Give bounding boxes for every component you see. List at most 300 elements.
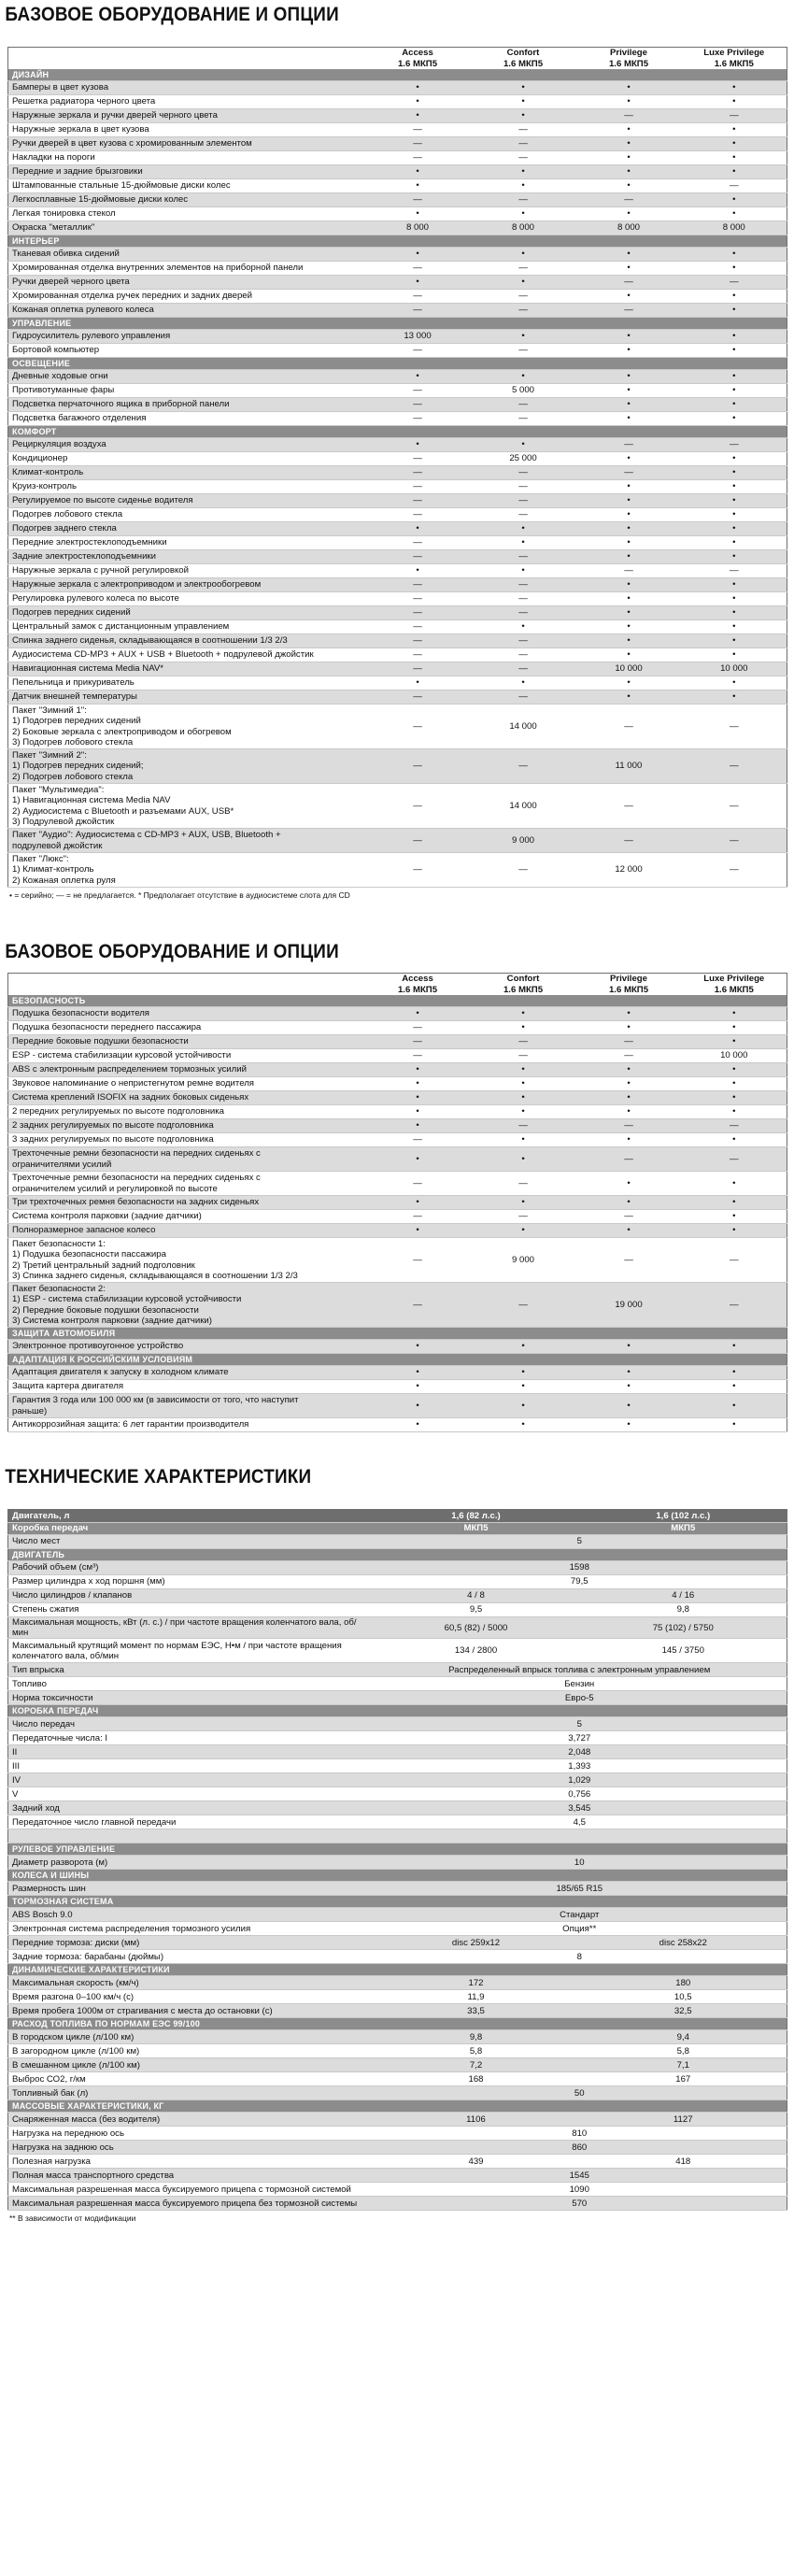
row-label: 2 передних регулируемых по высоте подголовника	[8, 1105, 365, 1119]
row-label: Размер цилиндра х ход поршня (мм)	[8, 1575, 373, 1589]
row-value-102: 32,5	[580, 2004, 787, 2018]
row-value-102: 9,8	[580, 1603, 787, 1617]
row-value-4: —	[682, 784, 787, 829]
row-label: II	[8, 1745, 373, 1759]
row-value-4: —	[682, 1119, 787, 1133]
row-value-4: •	[682, 508, 787, 522]
row-value-1: •	[365, 1105, 471, 1119]
row-label: Полная масса транспортного средства	[8, 2169, 373, 2183]
row-value-102: 5,8	[580, 2044, 787, 2058]
row-value-4: •	[682, 1210, 787, 1224]
row-value-3: •	[576, 606, 682, 620]
row-value-1: •	[365, 1418, 471, 1432]
row-value-2: 8 000	[471, 221, 576, 235]
row-value-3: •	[576, 262, 682, 276]
row-value-4: —	[682, 109, 787, 123]
row-label: Нагрузка на переднюю ось	[8, 2127, 373, 2141]
row-label: Система контроля парковки (задние датчики)	[8, 1210, 365, 1224]
row-value-shared: 3,727	[373, 1731, 787, 1745]
row-value-1: •	[365, 276, 471, 290]
row-label: Защита картера двигателя	[8, 1380, 365, 1394]
row-label: Система креплений ISOFIX на задних боковых сиденьях	[8, 1091, 365, 1105]
row-label: 3 задних регулируемых по высоте подголовника	[8, 1133, 365, 1147]
table-row	[8, 109, 787, 123]
table-row	[8, 412, 787, 426]
row-value-1: —	[365, 690, 471, 704]
table-row	[8, 508, 787, 522]
row-label: Навигационная система Media NAV*	[8, 662, 365, 676]
row-value-82: 33,5	[373, 2004, 580, 2018]
row-label: Нагрузка на заднюю ось	[8, 2141, 373, 2155]
row-value-4: •	[682, 95, 787, 109]
row-label: Спинка заднего сиденья, складывающаяся в соотношении 1/3 2/3	[8, 634, 365, 648]
row-value-3: 8 000	[576, 221, 682, 235]
row-value-4: 8 000	[682, 221, 787, 235]
row-value-shared: 185/65 R15	[373, 1882, 787, 1896]
row-value-1: •	[365, 1077, 471, 1091]
table-row	[8, 179, 787, 193]
row-value-3: —	[576, 829, 682, 853]
row-label: В смешанном цикле (л/100 км)	[8, 2058, 373, 2072]
row-value-4: —	[682, 564, 787, 578]
section1-title: БАЗОВОЕ ОБОРУДОВАНИЕ И ОПЦИИ	[5, 4, 339, 25]
row-label: Подушка безопасности переднего пассажира	[8, 1021, 365, 1035]
table-row	[8, 1801, 787, 1815]
row-value-3: •	[576, 1091, 682, 1105]
group-title: УПРАВЛЕНИЕ	[8, 318, 787, 330]
table-row	[8, 2086, 787, 2100]
table-row	[8, 784, 787, 829]
row-value-1: •	[365, 1091, 471, 1105]
row-value-3: —	[576, 1210, 682, 1224]
row-value-3: •	[576, 179, 682, 193]
row-value-4: •	[682, 1224, 787, 1238]
group-header	[8, 1870, 787, 1882]
row-label: Наружные зеркала в цвет кузова	[8, 123, 365, 137]
row-value-1: •	[365, 676, 471, 690]
row-label: Задние электростеклоподъемники	[8, 550, 365, 564]
row-value-1: 8 000	[365, 221, 471, 235]
row-value-shared: 570	[373, 2197, 787, 2211]
section3-title: ТЕХНИЧЕСКИЕ ХАРАКТЕРИСТИКИ	[5, 1466, 312, 1487]
row-value-4: •	[682, 634, 787, 648]
column-header-1: Access 1.6 МКП5	[365, 48, 471, 70]
row-value-1: •	[365, 1196, 471, 1210]
row-value-4: •	[682, 330, 787, 344]
row-value-shared: 4,5	[373, 1815, 787, 1829]
group-title: КОЛЕСА И ШИНЫ	[8, 1870, 787, 1882]
row-label: Аудиосистема CD-MP3 + AUX + USB + Bluetooth + подрулевой джойстик	[8, 648, 365, 662]
row-value-4: •	[682, 1063, 787, 1077]
row-value-3: •	[576, 690, 682, 704]
column-header-2: Confort 1.6 МКП5	[471, 48, 576, 70]
row-value-1: •	[365, 1063, 471, 1077]
table-row	[8, 536, 787, 550]
row-value-4: —	[682, 1238, 787, 1283]
row-value-4: •	[682, 592, 787, 606]
row-label: V	[8, 1787, 373, 1801]
row-value-3: •	[576, 578, 682, 592]
table-row	[8, 1561, 787, 1575]
row-label: Полноразмерное запасное колесо	[8, 1224, 365, 1238]
table-row	[8, 2141, 787, 2155]
row-value-2: —	[471, 123, 576, 137]
row-value-102: 167	[580, 2072, 787, 2086]
row-value-2: •	[471, 1418, 576, 1432]
group-header	[8, 235, 787, 248]
row-value-2: •	[471, 1007, 576, 1021]
row-label: Пакет "Аудио": Аудиосистема с CD-MP3 + AUX, USB, Bluetooth + подрулевой джойстик	[8, 829, 365, 853]
row-value-1: —	[365, 784, 471, 829]
table-row	[8, 1196, 787, 1210]
row-value-3: •	[576, 398, 682, 412]
table-row	[8, 123, 787, 137]
row-value-4: •	[682, 1196, 787, 1210]
row-value-shared: 860	[373, 2141, 787, 2155]
table-row	[8, 749, 787, 784]
row-value-shared: 1090	[373, 2183, 787, 2197]
row-value-2: •	[471, 676, 576, 690]
group-title: ИНТЕРЬЕР	[8, 235, 787, 248]
row-value-3: •	[576, 330, 682, 344]
row-value-1: —	[365, 1210, 471, 1224]
row-label: Регулировка рулевого колеса по высоте	[8, 592, 365, 606]
row-label: Датчик внешней температуры	[8, 690, 365, 704]
row-value-4: •	[682, 480, 787, 494]
row-label: Бамперы в цвет кузова	[8, 81, 365, 95]
row-label: Кожаная оплетка рулевого колеса	[8, 304, 365, 318]
row-label: Звуковое напоминание о непристегнутом ремне водителя	[8, 1077, 365, 1091]
row-value-3: •	[576, 452, 682, 466]
table-row	[8, 1035, 787, 1049]
table-row	[8, 1575, 787, 1589]
row-value-4: •	[682, 522, 787, 536]
row-value-4: •	[682, 1021, 787, 1035]
row-label: Рабочий объем (см³)	[8, 1561, 373, 1575]
row-label: Число мест	[8, 1535, 373, 1549]
row-value-3: •	[576, 480, 682, 494]
group-header	[8, 2018, 787, 2030]
row-label: Норма токсичности	[8, 1691, 373, 1705]
row-label: Бортовой компьютер	[8, 344, 365, 358]
row-value-shared: 3,545	[373, 1801, 787, 1815]
row-label: Ручки дверей черного цвета	[8, 276, 365, 290]
row-label: Адаптация двигателя к запуску в холодном климате	[8, 1366, 365, 1380]
row-value-82: disc 259x12	[373, 1936, 580, 1950]
row-value-3: •	[576, 1196, 682, 1210]
column-header-row	[8, 974, 787, 996]
table-row	[8, 438, 787, 452]
table-row	[8, 1021, 787, 1035]
table-row	[8, 1691, 787, 1705]
table-row	[8, 1238, 787, 1283]
row-value-3: 19 000	[576, 1283, 682, 1328]
table-row	[8, 290, 787, 304]
row-value-82: 1106	[373, 2113, 580, 2127]
row-value-shared: 1598	[373, 1561, 787, 1575]
row-value-3: —	[576, 784, 682, 829]
row-value-3: —	[576, 466, 682, 480]
row-value-3: —	[576, 304, 682, 318]
row-value-2: —	[471, 690, 576, 704]
row-label: Время разгона 0–100 км/ч (с)	[8, 1990, 373, 2004]
row-value-4: •	[682, 1007, 787, 1021]
row-value-1: —	[365, 592, 471, 606]
row-value-4: •	[682, 1380, 787, 1394]
row-value-1: —	[365, 123, 471, 137]
row-value-4: •	[682, 1340, 787, 1354]
row-value-1: 13 000	[365, 330, 471, 344]
table-row	[8, 480, 787, 494]
table-row	[8, 1908, 787, 1922]
row-value-102: 145 / 3750	[580, 1639, 787, 1663]
row-value-102: 9,4	[580, 2030, 787, 2044]
row-label: Легкосплавные 15-дюймовые диски колес	[8, 193, 365, 207]
row-value-3: —	[576, 1147, 682, 1172]
row-value-2: —	[471, 606, 576, 620]
row-value-2: 5 000	[471, 384, 576, 398]
row-value-1: —	[365, 304, 471, 318]
row-value-1: —	[365, 344, 471, 358]
table-row	[8, 620, 787, 634]
table-row	[8, 1856, 787, 1870]
row-label: Климат-контроль	[8, 466, 365, 480]
row-value-2: •	[471, 438, 576, 452]
group-header	[8, 318, 787, 330]
table-row	[8, 1731, 787, 1745]
row-label: Решетка радиатора черного цвета	[8, 95, 365, 109]
table-row	[8, 1717, 787, 1731]
row-label: Наружные зеркала с ручной регулировкой	[8, 564, 365, 578]
row-value-2: —	[471, 466, 576, 480]
row-value-1: —	[365, 466, 471, 480]
row-value-shared: 8	[373, 1950, 787, 1964]
row-value-4: —	[682, 1147, 787, 1172]
table-row	[8, 494, 787, 508]
row-value-2: —	[471, 137, 576, 151]
table-row	[8, 276, 787, 290]
table-row	[8, 1340, 787, 1354]
row-value-3: •	[576, 1063, 682, 1077]
row-label: Максимальная разрешенная масса буксируемого прицепа с тормозной системой	[8, 2183, 373, 2197]
row-value-1: —	[365, 1049, 471, 1063]
table-row	[8, 853, 787, 888]
group-title: АДАПТАЦИЯ К РОССИЙСКИМ УСЛОВИЯМ	[8, 1354, 787, 1366]
row-value-4: •	[682, 1077, 787, 1091]
table-row	[8, 1759, 787, 1773]
table-row	[8, 578, 787, 592]
row-value-3: —	[576, 276, 682, 290]
group-header	[8, 1328, 787, 1340]
row-value-2: •	[471, 1224, 576, 1238]
group-title: МАССОВЫЕ ХАРАКТЕРИСТИКИ, КГ	[8, 2100, 787, 2113]
group-header	[8, 1354, 787, 1366]
row-value-shared: Евро-5	[373, 1691, 787, 1705]
row-value-3: •	[576, 123, 682, 137]
row-value-shared: 79,5	[373, 1575, 787, 1589]
row-value-2: —	[471, 290, 576, 304]
table-row	[8, 1105, 787, 1119]
table-row	[8, 466, 787, 480]
row-label: Легкая тонировка стекол	[8, 207, 365, 221]
row-value-82: 134 / 2800	[373, 1639, 580, 1663]
table-row	[8, 1007, 787, 1021]
row-value-shared: 5	[373, 1535, 787, 1549]
table-row	[8, 304, 787, 318]
row-label: Полезная нагрузка	[8, 2155, 373, 2169]
row-value-3: •	[576, 1366, 682, 1380]
table-row	[8, 137, 787, 151]
section2-title: БАЗОВОЕ ОБОРУДОВАНИЕ И ОПЦИИ	[5, 941, 339, 962]
row-value-3: •	[576, 522, 682, 536]
row-value-3: •	[576, 1418, 682, 1432]
row-value-3: •	[576, 1340, 682, 1354]
row-value-1: —	[365, 151, 471, 165]
table-row	[8, 2030, 787, 2044]
row-value-shared: 1,393	[373, 1759, 787, 1773]
table-row	[8, 248, 787, 262]
row-label: Накладки на пороги	[8, 151, 365, 165]
table-row	[8, 1815, 787, 1829]
table-row	[8, 1091, 787, 1105]
row-label: Подсветка перчаточного ящика в приборной панели	[8, 398, 365, 412]
group-title: РАСХОД ТОПЛИВА ПО НОРМАМ ЕЭС 99/100	[8, 2018, 787, 2030]
row-value-3: •	[576, 508, 682, 522]
group-header	[8, 1843, 787, 1856]
row-value-3: —	[576, 1119, 682, 1133]
row-value-2: 9 000	[471, 1238, 576, 1283]
group-title: КОРОБКА ПЕРЕДАЧ	[8, 1705, 787, 1717]
row-value-3: •	[576, 1077, 682, 1091]
table-row	[8, 1677, 787, 1691]
row-value-1: —	[365, 578, 471, 592]
row-value-2: •	[471, 564, 576, 578]
row-label: Передние тормоза: диски (мм)	[8, 1936, 373, 1950]
table-row	[8, 1283, 787, 1328]
section1-note: • = серийно; — = не предлагается. * Предполагает отсутствие в аудиосистеме слота для CD	[9, 890, 350, 900]
row-value-2: •	[471, 1091, 576, 1105]
table-row	[8, 221, 787, 235]
table-row	[8, 1418, 787, 1432]
row-value-3: •	[576, 344, 682, 358]
row-label: Задние тормоза: барабаны (дюймы)	[8, 1950, 373, 1964]
row-value-102: 1127	[580, 2113, 787, 2127]
table-row	[8, 1773, 787, 1787]
row-label: Антикоррозийная защита: 6 лет гарантии производителя	[8, 1418, 365, 1432]
row-value-1: •	[365, 1119, 471, 1133]
table-row	[8, 1077, 787, 1091]
engine-header-row	[8, 1510, 787, 1523]
gearbox-header-row	[8, 1523, 787, 1535]
table-row	[8, 2197, 787, 2211]
row-label: Регулируемое по высоте сиденье водителя	[8, 494, 365, 508]
column-header-row	[8, 48, 787, 70]
row-value-shared: Стандарт	[373, 1908, 787, 1922]
row-label: Хромированная отделка ручек передних и задних дверей	[8, 290, 365, 304]
table-row	[8, 522, 787, 536]
table-row	[8, 207, 787, 221]
group-title: ТОРМОЗНАЯ СИСТЕМА	[8, 1896, 787, 1908]
row-label: Пакет безопасности 2: 1) ESP - система стабилизации курсовой устойчивости 2) Передние боковые подушки безопасности 3) Система контроля парковки (задние датчики)	[8, 1283, 365, 1328]
row-value-3: •	[576, 1172, 682, 1196]
table-row	[8, 2183, 787, 2197]
table-row	[8, 564, 787, 578]
row-value-1: •	[365, 1007, 471, 1021]
table-row	[8, 95, 787, 109]
row-value-2: •	[471, 1380, 576, 1394]
row-value-shared: 1545	[373, 2169, 787, 2183]
row-value-2: —	[471, 508, 576, 522]
row-value-1: •	[365, 248, 471, 262]
row-label: Подогрев передних сидений	[8, 606, 365, 620]
table-row	[8, 592, 787, 606]
row-value-1: •	[365, 109, 471, 123]
row-value-1: —	[365, 452, 471, 466]
group-header	[8, 2100, 787, 2113]
row-value-102: 75 (102) / 5750	[580, 1617, 787, 1639]
table-row	[8, 829, 787, 853]
row-label: Передние и задние брызговики	[8, 165, 365, 179]
row-label: ESP - система стабилизации курсовой устойчивости	[8, 1049, 365, 1063]
group-title: ДИНАМИЧЕСКИЕ ХАРАКТЕРИСТИКИ	[8, 1964, 787, 1976]
table-row	[8, 690, 787, 704]
table-row	[8, 1172, 787, 1196]
row-value-3: —	[576, 1049, 682, 1063]
row-value-1: •	[365, 1366, 471, 1380]
group-title: ЗАЩИТА АВТОМОБИЛЯ	[8, 1328, 787, 1340]
equipment-table-1	[7, 47, 787, 888]
row-value-4: •	[682, 262, 787, 276]
row-value-2: —	[471, 193, 576, 207]
row-value-2: •	[471, 165, 576, 179]
row-label: Электронная система распределения тормозного усилия	[8, 1922, 373, 1936]
row-value-2: •	[471, 1340, 576, 1354]
row-value-1: —	[365, 829, 471, 853]
row-value-1: —	[365, 290, 471, 304]
row-value-2: —	[471, 634, 576, 648]
table-row	[8, 704, 787, 749]
table-row	[8, 1063, 787, 1077]
row-value-1: —	[365, 494, 471, 508]
row-label: Пакет "Зимний 1": 1) Подогрев передних сидений 2) Боковые зеркала с электроприводом и обогревом 3) Подогрев лобового стекла	[8, 704, 365, 749]
row-value-82: 7,2	[373, 2058, 580, 2072]
table-row	[8, 1882, 787, 1896]
row-value-2: •	[471, 95, 576, 109]
row-value-1: —	[365, 1283, 471, 1328]
row-label: Максимальная скорость (км/ч)	[8, 1976, 373, 1990]
table-row	[8, 452, 787, 466]
group-header	[8, 1964, 787, 1976]
row-value-1: •	[365, 564, 471, 578]
row-value-4: —	[682, 704, 787, 749]
row-value-82: 11,9	[373, 1990, 580, 2004]
table-row	[8, 676, 787, 690]
row-label: Подогрев лобового стекла	[8, 508, 365, 522]
table-row	[8, 1976, 787, 1990]
row-value-2: —	[471, 550, 576, 564]
group-header	[8, 358, 787, 370]
row-value-1: —	[365, 398, 471, 412]
row-value-4: •	[682, 578, 787, 592]
row-value-3: •	[576, 1021, 682, 1035]
row-value-2: •	[471, 536, 576, 550]
row-value-1: •	[365, 95, 471, 109]
table-row	[8, 634, 787, 648]
row-value-2: —	[471, 648, 576, 662]
row-value-4: •	[682, 248, 787, 262]
table-row	[8, 2169, 787, 2183]
row-label: Рециркуляция воздуха	[8, 438, 365, 452]
